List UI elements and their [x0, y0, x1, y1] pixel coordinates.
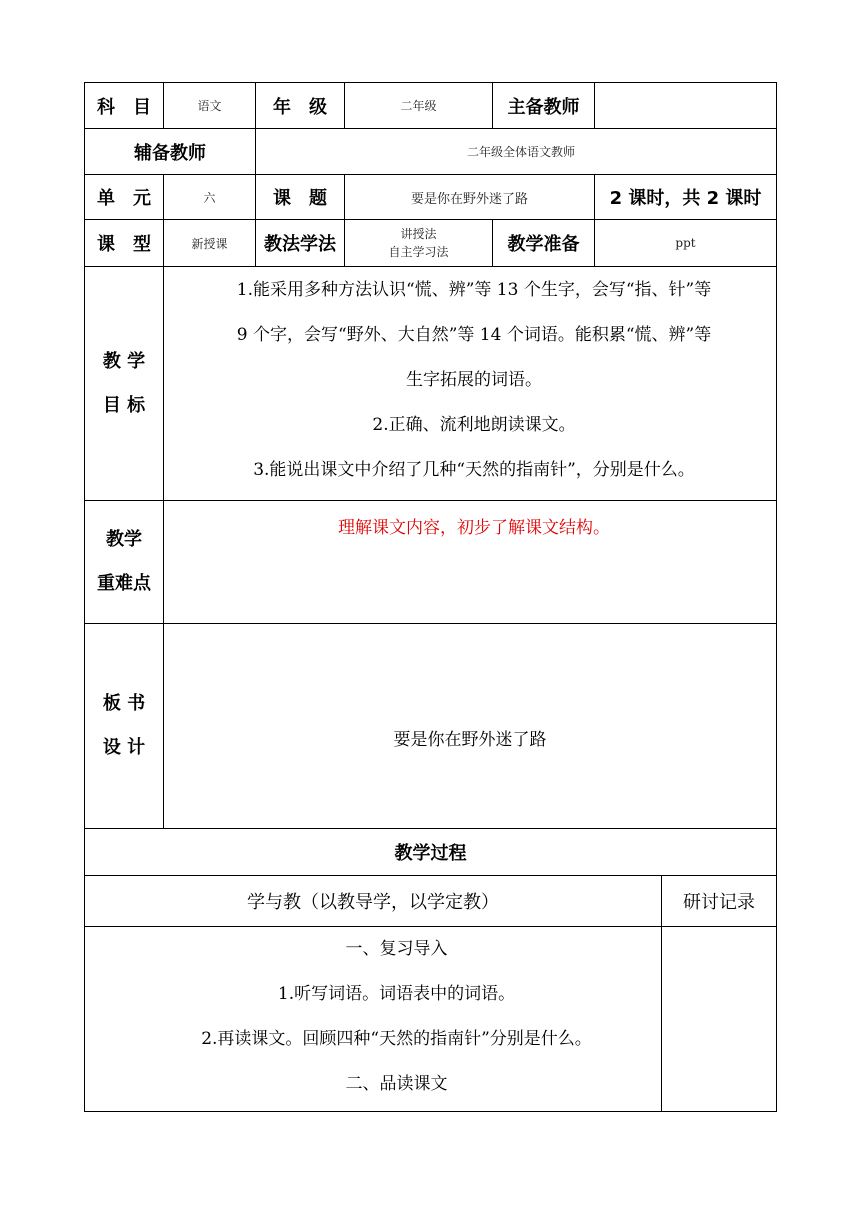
process-notes-cell — [662, 927, 777, 1112]
board-content: 要是你在野外迷了路 — [164, 624, 777, 829]
board-label-line-1: 板 书 — [102, 693, 146, 714]
process-line: 2.再读课文。回顾四种“天然的指南针”分别是什么。 — [201, 1029, 592, 1049]
method-label: 教法学法 — [256, 220, 345, 267]
key-points-label-line-1: 教学 — [106, 529, 142, 550]
goals-label — [85, 267, 164, 501]
process-line: 一、复习导入 — [345, 939, 448, 959]
subject-value: 语文 — [164, 83, 256, 129]
lesson-plan-table — [84, 82, 777, 1112]
process-main-header: 学与教（以教导学，以学定教） — [85, 876, 662, 927]
unit-value: 六 — [164, 175, 256, 220]
prep-label: 教学准备 — [493, 220, 595, 267]
grade-label: 年 级 — [256, 83, 345, 129]
grade-value: 二年级 — [345, 83, 493, 129]
process-line: 1.听写词语。词语表中的词语。 — [277, 984, 516, 1004]
key-points-text: 理解课文内容，初步了解课文结构。 — [338, 518, 610, 538]
periods-value: 2 课时，共 2 课时 — [595, 175, 777, 220]
goal-line: 3.能说出课文中介绍了几种“天然的指南针”，分别是什么。 — [253, 460, 695, 480]
process-notes-header: 研讨记录 — [662, 876, 777, 927]
key-points-label-line-2: 重难点 — [97, 573, 151, 594]
key-points-row — [85, 501, 777, 624]
process-line: 二、品读课文 — [345, 1074, 448, 1094]
goals-row — [85, 267, 777, 501]
topic-label: 课 题 — [256, 175, 345, 220]
header-row-1 — [85, 83, 777, 129]
lead-teacher-value — [595, 83, 777, 129]
process-body-row — [85, 927, 777, 1112]
header-row-4 — [85, 220, 777, 267]
goal-line: 9 个字，会写“野外、大自然”等 14 个词语。能积累“慌、辨”等 — [236, 325, 712, 345]
type-label: 课 型 — [85, 220, 164, 267]
goal-line: 生字拓展的词语。 — [406, 370, 542, 390]
header-row-3 — [85, 175, 777, 220]
method-value — [345, 220, 493, 267]
process-content — [85, 927, 662, 1112]
key-points-label — [85, 501, 164, 624]
process-header-row — [85, 876, 777, 927]
subject-label: 科 目 — [85, 83, 164, 129]
board-row — [85, 624, 777, 829]
goal-line: 1.能采用多种方法认识“慌、辨”等 13 个生字，会写“指、针”等 — [236, 280, 712, 300]
goal-line: 2.正确、流利地朗读课文。 — [372, 415, 576, 435]
goals-label-line-1: 教 学 — [102, 350, 146, 372]
key-points-content — [164, 501, 777, 624]
prep-value: ppt — [595, 220, 777, 267]
process-title: 教学过程 — [85, 829, 777, 876]
type-value: 新授课 — [164, 220, 256, 267]
lead-teacher-label: 主备教师 — [493, 83, 595, 129]
assist-teacher-value: 二年级全体语文教师 — [256, 129, 777, 175]
process-title-row — [85, 829, 777, 876]
method-line-1: 讲授法 — [400, 227, 437, 241]
assist-teacher-label: 辅备教师 — [85, 129, 256, 175]
goals-content — [164, 267, 777, 501]
board-label — [85, 624, 164, 829]
goals-label-line-2: 目 标 — [102, 394, 146, 416]
board-label-line-2: 设 计 — [102, 737, 146, 758]
method-line-2: 自主学习法 — [388, 245, 449, 259]
unit-label: 单 元 — [85, 175, 164, 220]
topic-value: 要是你在野外迷了路 — [345, 175, 595, 220]
header-row-2 — [85, 129, 777, 175]
